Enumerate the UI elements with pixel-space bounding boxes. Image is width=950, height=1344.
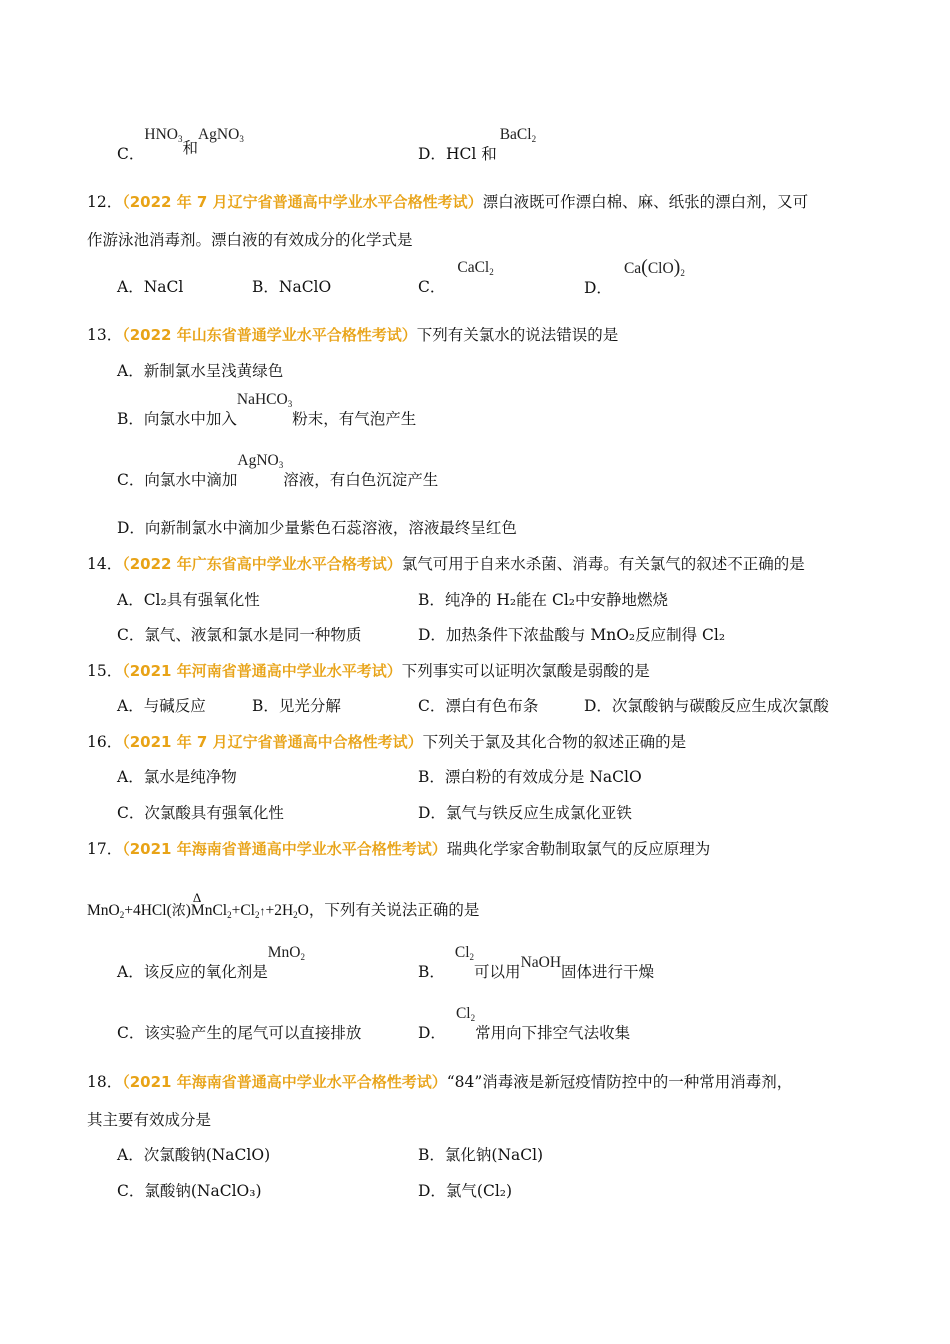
- q18-option-b: B．氯化钠(NaCl): [418, 1146, 544, 1164]
- q11-option-c: C．$HNO_3$和AgNO$_3$: [117, 126, 244, 163]
- q12-option-b: B．NaClO: [252, 278, 332, 296]
- q16-option-b: B．漂白粉的有效成分是 NaClO: [418, 768, 642, 786]
- q17-equation: MnO$_2$+4HCl(浓) Δ $MnCl_2+Cl_2↑+2H_2O$，下列有关说法正确的是: [87, 890, 480, 920]
- q12-stem: 12．（2022 年 7 月辽宁省普通高中学业水平合格性考试）漂白液既可作漂白棉、麻、纸张的漂白剂，又可: [87, 193, 809, 211]
- q15-option-d: D．次氯酸钠与碳酸反应生成次氯酸: [584, 697, 829, 715]
- q14-stem: 14．（2022 年广东省高中学业水平合格考试）氯气可用于自来水杀菌、消毒。有关氯气的叙述不正确的是: [87, 555, 805, 573]
- q11-c-formula2: AgNO$_3$: [197, 126, 244, 144]
- q12-option-c: C．CaCl$_2$: [418, 259, 494, 296]
- q18-stem: 18．（2021 年海南省普通高中学业水平合格性考试）“84”消毒液是新冠疫情防控中的一种常用消毒剂，: [87, 1073, 793, 1091]
- q11-d-formula: BaCl$_2$: [499, 126, 537, 144]
- q11-option-d: D．HCl 和BaCl$_2$: [418, 126, 537, 163]
- q17-option-c: C．该实验产生的尾气可以直接排放: [117, 1024, 362, 1042]
- q17-option-a: A．该反应的氧化剂是MnO$_2$: [117, 944, 305, 981]
- q13-option-d: D．向新制氯水中滴加少量紫色石蕊溶液，溶液最终呈红色: [117, 519, 517, 537]
- q17-option-b: B．$Cl_2$可以用NaOH固体进行干燥: [418, 944, 655, 981]
- q18-stem-2: 其主要有效成分是: [87, 1111, 212, 1129]
- q16-option-d: D．氯气与铁反应生成氯化亚铁: [418, 804, 632, 822]
- q16-option-a: A．氯水是纯净物: [117, 768, 237, 786]
- q18-option-d: D．氯气(Cl₂): [418, 1182, 513, 1200]
- q17-option-d: D．$Cl_2$常用向下排空气法收集: [418, 1005, 631, 1042]
- q16-stem: 16．（2021 年 7 月辽宁省普通高中合格性考试）下列关于氯及其化合物的叙述正确的是: [87, 733, 687, 751]
- q14-option-d: D．加热条件下浓盐酸与 MnO₂反应制得 Cl₂: [418, 626, 726, 644]
- q12-stem-2: 作游泳池消毒剂。漂白液的有效成分的化学式是: [87, 231, 413, 249]
- q13-option-b: B．向氯水中加入NaHCO$_3$粉末，有气泡产生: [117, 391, 417, 428]
- q12-option-a: A．NaCl: [117, 278, 184, 296]
- q13-stem: 13．（2022 年山东省普通学业水平合格性考试）下列有关氯水的说法错误的是: [87, 326, 619, 344]
- q14-option-a: A．Cl₂具有强氧化性: [117, 591, 260, 609]
- q18-option-c: C．氯酸钠(NaClO₃): [117, 1182, 262, 1200]
- q13-option-a: A．新制氯水呈浅黄绿色: [117, 362, 284, 380]
- q11-c-formula1: $HNO_3$: [144, 126, 183, 144]
- q16-option-c: C．次氯酸具有强氧化性: [117, 804, 284, 822]
- q15-option-c: C．漂白有色布条: [418, 697, 539, 715]
- q15-option-a: A．与碱反应: [117, 697, 206, 715]
- q14-option-c: C．氯气、液氯和氯水是同一种物质: [117, 626, 362, 644]
- q12-source: （2022 年 7 月辽宁省普通高中学业水平合格性考试）: [122, 193, 483, 211]
- q13-option-c: C．向氯水中滴加AgNO$_3$溶液，有白色沉淀产生: [117, 452, 439, 489]
- q14-option-b: B．纯净的 H₂能在 Cl₂中安静地燃烧: [418, 591, 669, 609]
- q15-option-b: B．见光分解: [252, 697, 341, 715]
- q15-stem: 15．（2021 年河南省普通高中学业水平考试）下列事实可以证明次氯酸是弱酸的是: [87, 662, 650, 680]
- q17-stem: 17．（2021 年海南省普通高中学业水平合格性考试）瑞典化学家舍勒制取氯气的反应原理为: [87, 840, 711, 858]
- q18-option-a: A．次氯酸钠(NaClO): [117, 1146, 271, 1164]
- q12-option-d: D．$Ca(ClO)_2$: [584, 256, 685, 297]
